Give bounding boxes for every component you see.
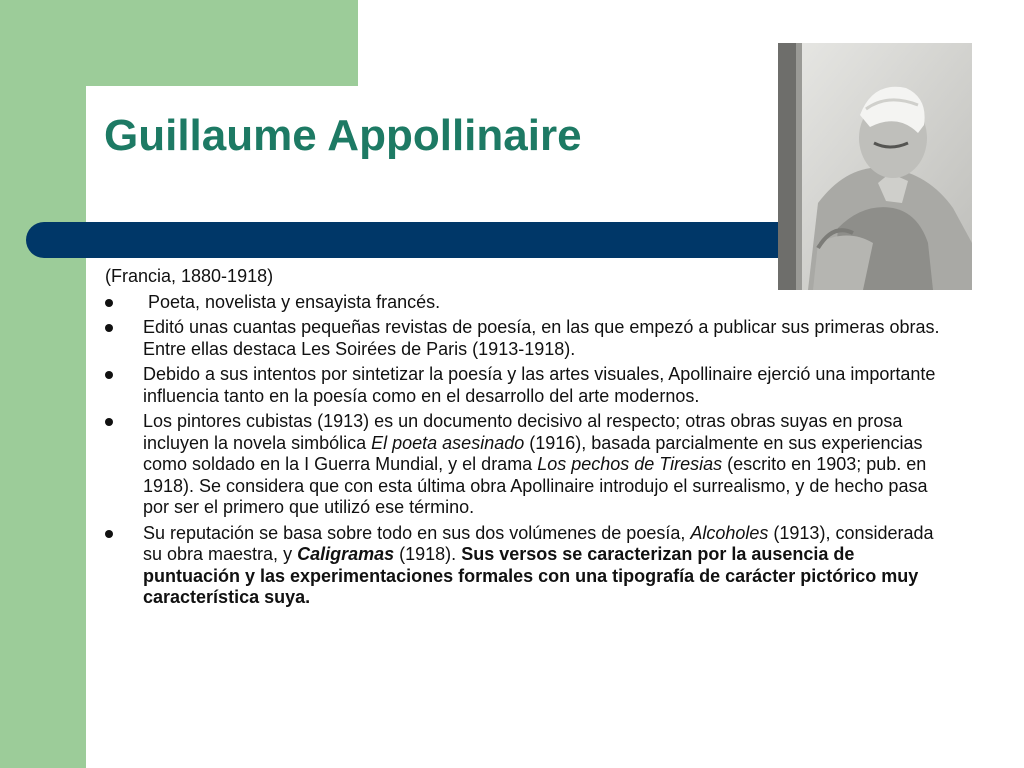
bullet-icon	[105, 299, 113, 307]
bullet-icon	[105, 418, 113, 426]
bullet-text: (escrito en 1903; pub. en 1918). Se considera que con esta última obra Apollinaire introdujo el surrealismo, y de hecho pasa por ser el primero que utilizó ese término.	[143, 454, 928, 517]
bullet-text: Debido a sus intentos por sintetizar la poesía y las artes visuales, Apollinaire ejerció una importante influencia tanto en la poesía como en el desarrollo del arte modernos.	[143, 364, 936, 406]
list-item	[105, 317, 948, 360]
novel-title: El poeta asesinado	[371, 432, 525, 453]
drama-title: Los pechos de Tiresias	[537, 454, 723, 474]
bullet-list	[105, 292, 965, 609]
bullet-text: Su reputación se basa sobre todo en sus dos volúmenes de poesía,	[143, 522, 691, 543]
bullet-icon	[105, 324, 113, 332]
green-top-band	[0, 0, 358, 86]
bullet-icon	[105, 371, 113, 379]
bullet-text: Editó unas cuantas pequeñas revistas de poesía, en las que empezó a publicar sus primeras obras. Entre ellas destaca Les Soirées de Paris (1913-1918).	[143, 317, 940, 359]
list-item	[105, 411, 948, 519]
list-item	[105, 292, 953, 314]
green-side-band	[0, 0, 86, 768]
title-divider-bar	[26, 222, 826, 258]
bullet-text: (1916), basada parcialmente en sus experiencias como soldado en la I Guerra Mundial, y el drama	[143, 432, 923, 474]
list-item	[105, 523, 948, 609]
portrait-photo	[778, 43, 972, 290]
bullet-text: Los pintores cubistas (1913) es un documento decisivo al respecto; otras obras suyas en prosa incluyen la novela simbólica	[143, 411, 903, 453]
bullet-icon	[105, 530, 113, 538]
poetry-title: Alcoholes	[690, 522, 769, 543]
slide-title: Guillaume Appollinaire	[104, 111, 582, 160]
list-item	[105, 364, 948, 407]
poetry-title: Caligramas	[297, 544, 395, 564]
portrait-photo-icon	[778, 43, 972, 290]
bold-statement: Sus versos se caracterizan por la ausencia de puntuación y las experimentaciones formales con una tipografía de carácter pictórico muy característica suya.	[143, 544, 919, 607]
bullet-text: (1913), considerada su obra maestra, y	[143, 522, 934, 564]
bullet-text: Poeta, novelista y ensayista francés.	[148, 291, 441, 312]
slide-body	[105, 266, 965, 613]
intro-text: (Francia, 1880-1918)	[105, 266, 274, 286]
bullet-text: (1918).	[394, 544, 462, 564]
